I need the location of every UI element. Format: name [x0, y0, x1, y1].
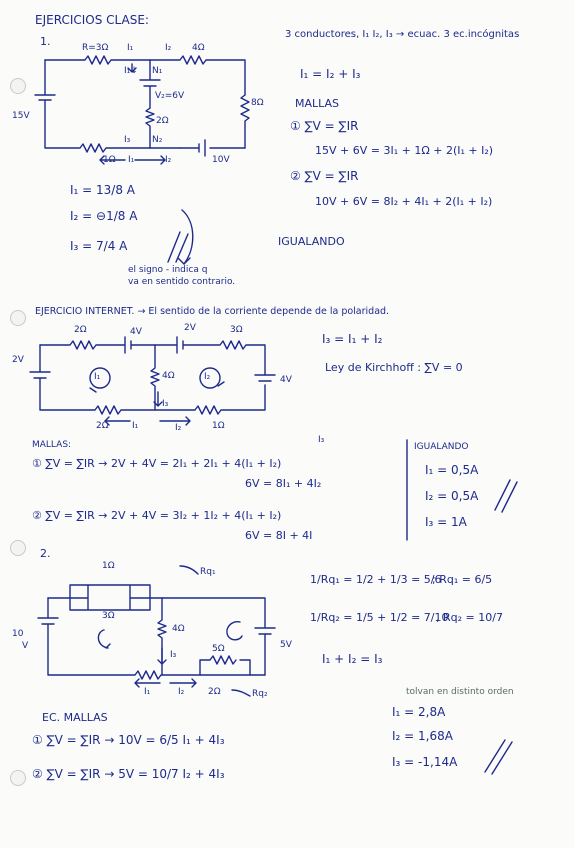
- ex2-label-r3: 3Ω: [102, 611, 115, 621]
- internet-eq1-a: ① ∑V = ∑IR → 2V + 4V = 2I₁ + 2I₁ + 4(I₁ + I₂): [32, 457, 282, 470]
- ex1-eq1-b: 15V + 6V = 3I₁ + 1Ω + 2(I₁ + I₂): [315, 144, 494, 157]
- ex2-label-source-left-value: 10: [12, 629, 24, 639]
- ex1-result-i2: I₂ = ⊖1/8 A: [70, 209, 138, 223]
- internet-eq2-b: 6V = 8I + 4I: [245, 529, 313, 542]
- internet-i3-tag: I₃: [318, 435, 325, 445]
- ex2-label-i2: I₂: [178, 687, 185, 697]
- internet-label-r2b: 2Ω: [96, 421, 109, 431]
- done-marks-1: [495, 480, 517, 512]
- internet-result-i1: I₁ = 0,5A: [425, 463, 479, 477]
- internet-result-i2: I₂ = 0,5A: [425, 489, 479, 503]
- ex1-statement: 3 conductores, I₁ I₂, I₃ → ecuac. 3 ec.incógnitas: [285, 29, 520, 40]
- ex2-eq1: ① ∑V = ∑IR → 10V = 6/5 I₁ + 4I₃: [32, 733, 225, 747]
- ex1-note-line2: va en sentido contrario.: [128, 277, 236, 287]
- ex1-label-i2-bot: I₂: [165, 155, 172, 165]
- ex1-eq-current: I₁ = I₂ + I₃: [300, 67, 361, 81]
- ex2-eq-rq2-rhs: , Rq₂ = 10/7: [436, 611, 503, 624]
- ex1-result-i3: I₃ = 7/4 A: [70, 239, 128, 253]
- ex2-label-i1: I₁: [144, 687, 151, 697]
- ex1-label-source-right: 10V: [212, 155, 230, 165]
- internet-label-r1: 1Ω: [212, 421, 225, 431]
- ex2-label-r5: 5Ω: [212, 644, 225, 654]
- ex1-label-i3-node: I₃: [124, 135, 131, 145]
- ex1-result-i1: I₁ = 13/8 A: [70, 183, 136, 197]
- internet-mallas: MALLAS:: [32, 440, 72, 450]
- ex2-result-i2: I₂ = 1,68A: [392, 729, 453, 743]
- ex1-mallas: MALLAS: [295, 97, 340, 110]
- internet-label-loop1: I₁: [94, 372, 101, 382]
- internet-label-r3: 3Ω: [230, 325, 243, 335]
- internet-label-v4a: 4V: [130, 327, 142, 337]
- internet-label-i1: I₁: [132, 421, 139, 431]
- ex1-number: 1.: [40, 35, 51, 48]
- ex2-label-i3: I₃: [170, 650, 177, 660]
- ex2-eq-rq1-rhs: ; Rq₁ = 6/5: [432, 573, 493, 586]
- ex2-eq2: ② ∑V = ∑IR → 5V = 10/7 I₂ + 4I₃: [32, 767, 225, 781]
- ex2-result-i1: I₁ = 2,8A: [392, 705, 446, 719]
- ex1-label-n1: N₁: [152, 66, 163, 76]
- internet-label-r4: 4Ω: [162, 371, 175, 381]
- ex1-label-r2: 2Ω: [156, 116, 169, 126]
- circuit-2-schematic: [38, 566, 275, 696]
- internet-label-i2: I₂: [175, 423, 182, 433]
- internet-eq-current: I₃ = I₁ + I₂: [322, 332, 383, 346]
- ex2-label-rq2: Rq₂: [252, 689, 268, 699]
- internet-eq2-a: ② ∑V = ∑IR → 2V + 4V = 3I₂ + 1I₂ + 4(I₁ + I₂): [32, 509, 282, 522]
- ex2-label-r4: 4Ω: [172, 624, 185, 634]
- internet-label-source-right: 4V: [280, 375, 292, 385]
- ex2-label-source-right: 5V: [280, 640, 292, 650]
- ex2-calc-note: tolvan en distinto orden: [406, 687, 514, 697]
- ex2-mallas: EC. MALLAS: [42, 711, 108, 724]
- internet-label-i3: I₃: [162, 399, 169, 409]
- internet-eq1-b: 6V = 8I₁ + 4I₂: [245, 477, 322, 490]
- ex1-label-i1-bot: I₁: [128, 155, 135, 165]
- ex2-eq-rq2-lhs: 1/Rq₂ = 1/5 + 1/2 = 7/10: [310, 611, 449, 624]
- ex1-label-v2: V₂=6V: [155, 91, 185, 101]
- ex2-label-rq1: Rq₁: [200, 567, 216, 577]
- ex2-label-r1: 1Ω: [102, 561, 115, 571]
- ex1-label-r1: 1Ω: [103, 155, 116, 165]
- ex1-igualando: IGUALANDO: [278, 235, 345, 248]
- ex2-label-source-left-unit: V: [22, 641, 29, 651]
- ex1-label-r4: 4Ω: [192, 43, 205, 53]
- internet-result-i3: I₃ = 1A: [425, 515, 467, 529]
- ex1-label-r-top: R=3Ω: [82, 43, 109, 53]
- page-title: EJERCICIOS CLASE:: [35, 13, 149, 27]
- ex2-number: 2.: [40, 547, 51, 560]
- ex1-eq2-a: ② ∑V = ∑IR: [290, 169, 359, 183]
- ex2-label-r2: 2Ω: [208, 687, 221, 697]
- ex2-eq-rq1-lhs: 1/Rq₁ = 1/2 + 1/3 = 5/6: [310, 573, 442, 586]
- circuit-internet-schematic: [30, 337, 275, 414]
- internet-label-loop2: I₂: [204, 372, 211, 382]
- internet-igualando: IGUALANDO: [414, 442, 469, 452]
- ex2-result-i3: I₃ = -1,14A: [392, 755, 458, 769]
- internet-kirchhoff: Ley de Kirchhoff : ∑V = 0: [325, 361, 463, 374]
- circuit-1-schematic: [35, 56, 249, 156]
- ex1-label-i2-top: I₂: [165, 43, 172, 53]
- internet-label-v2b: 2V: [184, 323, 196, 333]
- ex1-label-n2: N₂: [152, 135, 163, 145]
- ex1-label-i1-node: I₁↓: [124, 66, 138, 76]
- ex1-label-r8: 8Ω: [251, 98, 264, 108]
- ex1-label-i1-top: I₁: [127, 43, 134, 53]
- internet-label-r2a: 2Ω: [74, 325, 87, 335]
- ex1-label-source-left: 15V: [12, 111, 30, 121]
- done-marks-2: [485, 740, 512, 774]
- internet-title: EJERCICIO INTERNET. → El sentido de la corriente depende de la polaridad.: [35, 306, 390, 317]
- internet-label-source-left: 2V: [12, 355, 24, 365]
- ex2-eq-current: I₁ + I₂ = I₃: [322, 652, 383, 666]
- ex1-eq2-b: 10V + 6V = 8I₂ + 4I₁ + 2(I₁ + I₂): [315, 195, 493, 208]
- ex1-eq1-a: ① ∑V = ∑IR: [290, 119, 359, 133]
- ex1-note-line1: el signo - indica q: [128, 265, 208, 275]
